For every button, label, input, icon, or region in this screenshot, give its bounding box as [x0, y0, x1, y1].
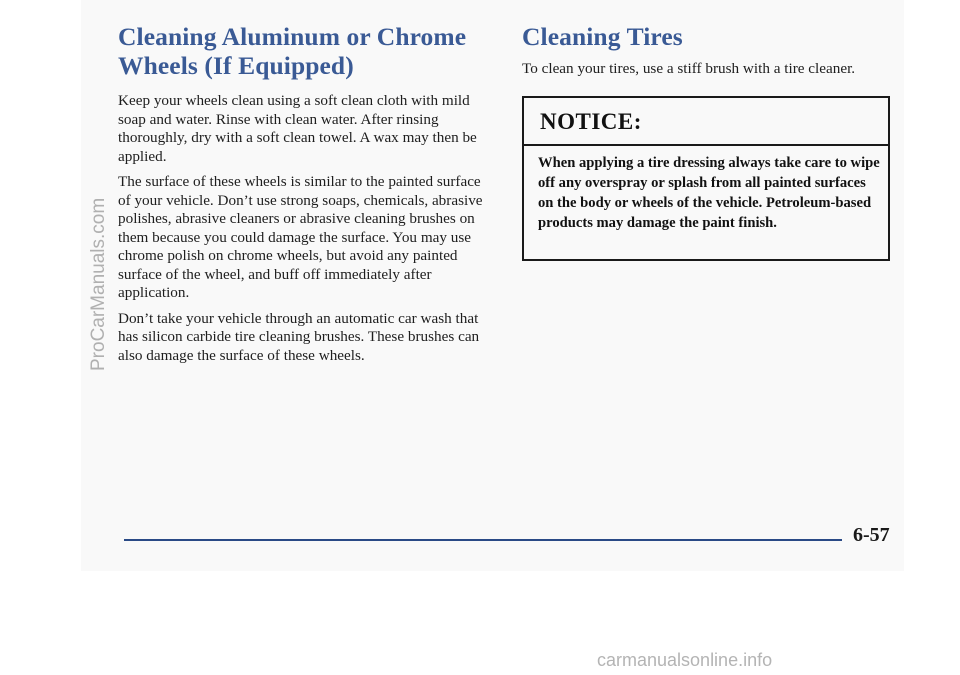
right-column [522, 22, 894, 261]
notice-box [522, 96, 890, 261]
page-number: 6-57 [853, 524, 890, 546]
side-watermark: ProCarManuals.com [88, 197, 109, 371]
footer-rule [124, 539, 842, 541]
paragraph-wheel-cleaning: Keep your wheels clean using a soft clean cloth with mild soap and water. Rinse with clean water. After rinsing thoroughly, dry with a soft clean towel. A wax may then be applied. [118, 92, 477, 165]
notice-text: When applying a tire dressing always take care to wipe off any overspray or splash from all painted surfaces on the body or wheels of the vehicle. Petroleum-based products may damage the paint finish. [538, 154, 880, 231]
paragraph-tire-cleaning: To clean your tires, use a stiff brush with a tire cleaner. [522, 60, 856, 77]
left-column [118, 22, 488, 372]
section-title-tires: Cleaning Tires [522, 22, 683, 51]
section-title-wheels: Cleaning Aluminum or Chrome Wheels (If Equipped) [118, 22, 467, 80]
paragraph-wheel-surface: The surface of these wheels is similar to the painted surface of your vehicle. Don’t use strong soaps, chemicals, abrasive polishes, abrasive cleaners or abrasive cleaning brushes on them because you could damage the surface. You may use chrome polish on chrome wheels, but avoid any painted surface of the wheel, and buff off immediately after application. [118, 173, 483, 301]
paragraph-car-wash: Don’t take your vehicle through an automatic car wash that has silicon carbide tire cleaning brushes. These brushes can also damage the surface of these wheels. [118, 309, 480, 364]
notice-divider [524, 144, 888, 146]
notice-label: NOTICE: [540, 108, 642, 134]
bottom-watermark: carmanualsonline.info [597, 650, 773, 670]
